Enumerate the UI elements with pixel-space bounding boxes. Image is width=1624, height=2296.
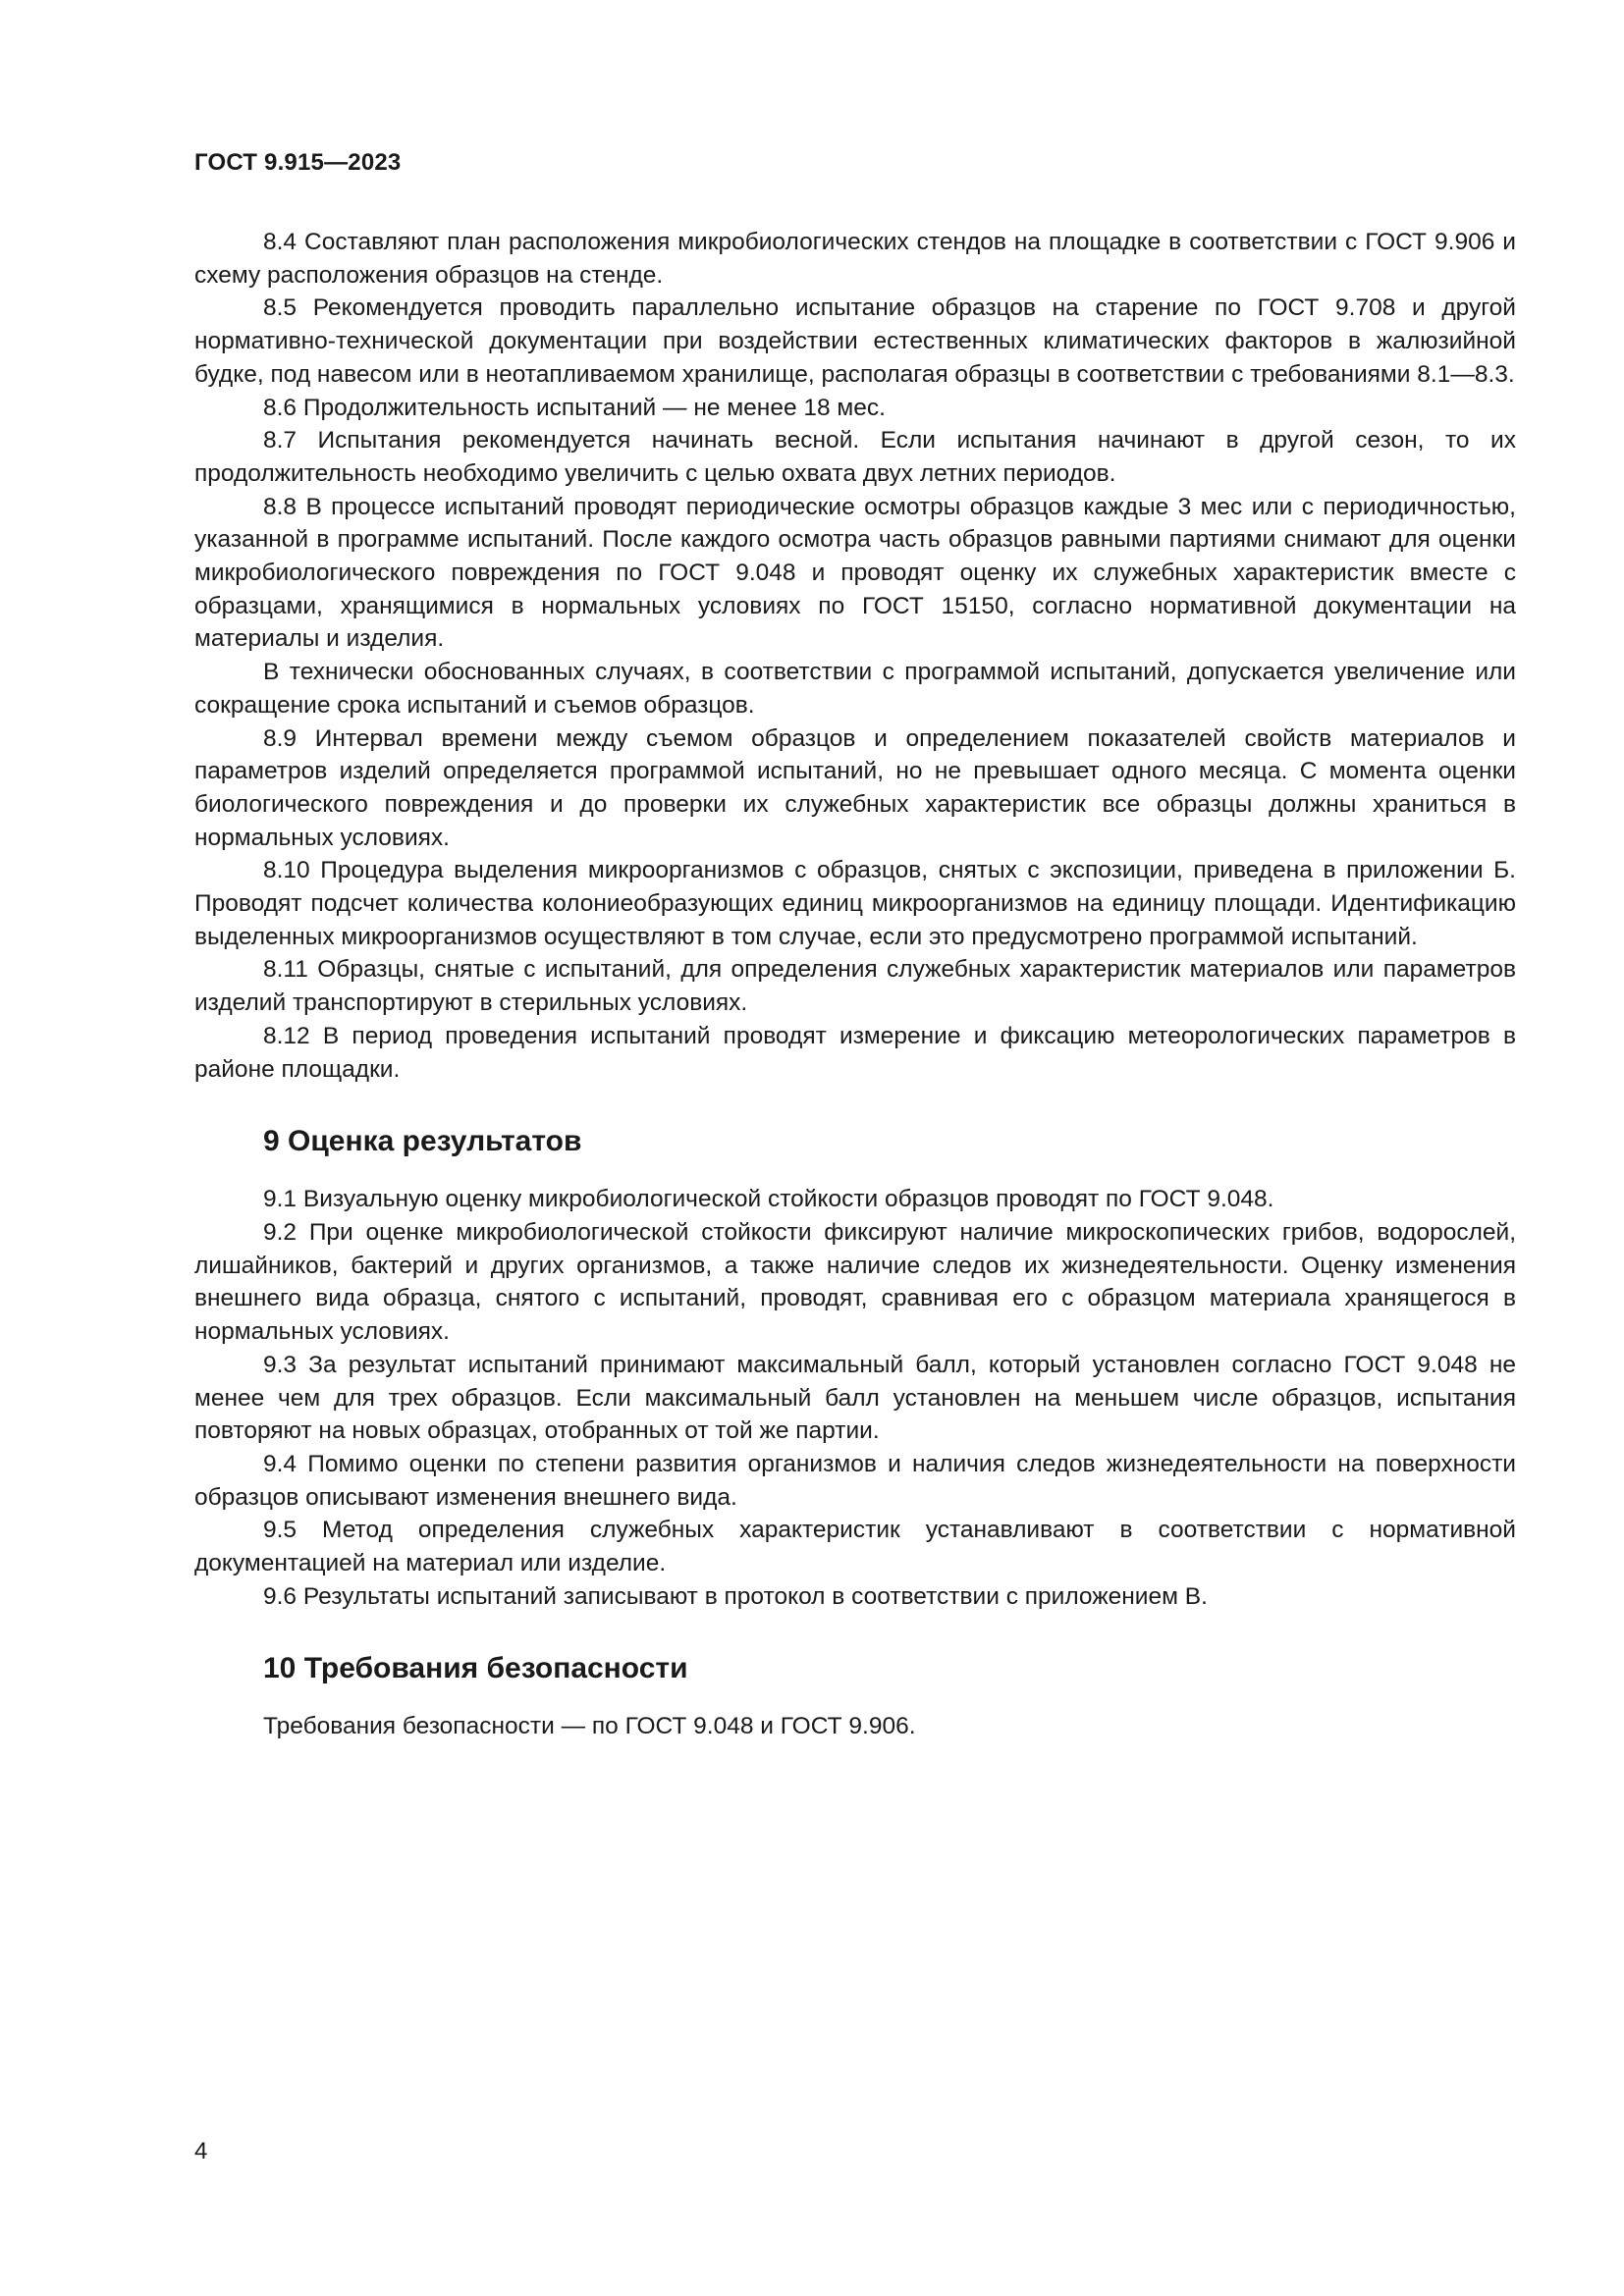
paragraph-8-7: 8.7 Испытания рекомендуется начинать весной. Если испытания начинают в другой сезон, то их продолжительность необходимо увеличить с целью охвата двух летних периодов. (194, 427, 1516, 487)
section-10 (194, 1649, 1516, 1743)
paragraph-8-5: 8.5 Рекомендуется проводить параллельно испытание образцов на старение по ГОСТ 9.708 и другой нормативно-технической документации при воздействии естественных климатических факторов в жалюзийной будке, под навесом или в неотапливаемом хранилище, располагая образцы в соответствии с требованиями 8.1—8.3. (194, 294, 1516, 388)
document-body (194, 226, 1516, 1743)
paragraph-8-12: 8.12 В период проведения испытаний проводят измерение и фиксацию метеорологических параметров в районе площадки. (194, 1022, 1516, 1083)
paragraph-10-1: Требования безопасности — по ГОСТ 9.048 и ГОСТ 9.906. (263, 1713, 916, 1740)
paragraph-8-11: 8.11 Образцы, снятые с испытаний, для определения служебных характеристик материалов или параметров изделий транспортируют в стерильных условиях. (194, 956, 1516, 1017)
section-9 (194, 1122, 1516, 1613)
paragraph-8-4: 8.4 Составляют план расположения микробиологических стендов на площадке в соответствии с ГОСТ 9.906 и схему расположения образцов на стенде. (194, 229, 1516, 289)
paragraph-9-4: 9.4 Помимо оценки по степени развития организмов и наличия следов жизнедеятельности на поверхности образцов описывают изменения внешнего вида. (194, 1450, 1516, 1511)
paragraph-9-3: 9.3 За результат испытаний принимают максимальный балл, который установлен согласно ГОСТ 9.048 не менее чем для трех образцов. Если максимальный балл установлен на меньшем числе образцов, испытания повторяют на новых образцах, отобранных от той же партии. (194, 1351, 1516, 1445)
paragraph-9-5: 9.5 Метод определения служебных характеристик устанавливают в соответствии с нормативной документацией на материал или изделие. (194, 1517, 1516, 1577)
section-10-title: 10 Требования безопасности (263, 1652, 688, 1685)
paragraph-8-8-note: В технически обоснованных случаях, в соответствии с программой испытаний, допускается увеличение или сокращение срока испытаний и съемов образцов. (194, 659, 1516, 719)
paragraph-8-8: 8.8 В процессе испытаний проводят периодические осмотры образцов каждые 3 мес или с периодичностью, указанной в программе испытаний. После каждого осмотра часть образцов равными партиями снимают для оценки микробиологического повреждения по ГОСТ 9.048 и проводят оценку их служебных характеристик вместе с образцами, хранящимися в нормальных условиях по ГОСТ 15150, согласно нормативной документации на материалы и изделия. (194, 493, 1516, 653)
paragraph-8-6: 8.6 Продолжительность испытаний — не менее 18 мес. (263, 394, 886, 421)
paragraph-9-1: 9.1 Визуальную оценку микробиологической стойкости образцов проводят по ГОСТ 9.048. (263, 1186, 1274, 1213)
section-9-title: 9 Оценка результатов (263, 1125, 582, 1158)
paragraph-9-2: 9.2 При оценке микробиологической стойкости фиксируют наличие микроскопических грибов, водорослей, лишайников, бактерий и других организмов, а также наличие следов их жизнедеятельности. Оценку изменения внешнего вида образца, снятого с испытаний, проводят, сравнивая его с образцом материала хранящегося в нормальных условиях. (194, 1218, 1516, 1346)
document-code-header: ГОСТ 9.915—2023 (194, 149, 402, 176)
paragraph-9-6: 9.6 Результаты испытаний записывают в протокол в соответствии с приложением В. (263, 1582, 1208, 1610)
section-8 (194, 226, 1516, 1086)
paragraph-8-10: 8.10 Процедура выделения микроорганизмов с образцов, снятых с экспозиции, приведена в приложении Б. Проводят подсчет количества колониеобразующих единиц микроорганизмов на единицу площади. Идентификацию выделенных микроорганизмов осуществляют в том случае, если это предусмотрено программой испытаний. (194, 857, 1516, 950)
page-number: 4 (194, 2138, 208, 2164)
paragraph-8-9: 8.9 Интервал времени между съемом образцов и определением показателей свойств материалов и параметров изделий определяется программой испытаний, но не превышает одного месяца. С момента оценки биологического повреждения и до проверки их служебных характеристик все образцы должны храниться в нормальных условиях. (194, 724, 1516, 851)
